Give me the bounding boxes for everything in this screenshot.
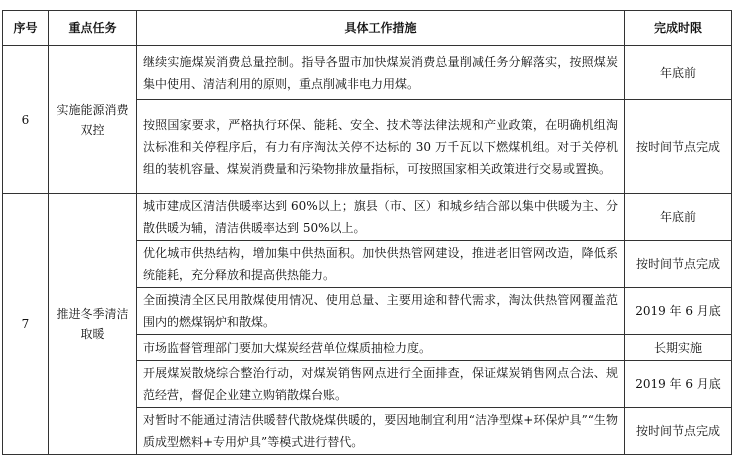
measure-cell: 城市建成区清洁供暖率达到 60%以上；旗县（市、区）和城乡结合部以集中供暖为主、分散供暖为辅，清洁供暖率达到 50%以上。	[137, 194, 625, 241]
deadline-cell: 长期实施	[625, 335, 732, 361]
measure-cell: 优化城市供热结构，增加集中供热面积。加快供热管网建设，推进老旧管网改造，降低系统能耗，充分释放和提高供热能力。	[137, 241, 625, 288]
measure-cell: 市场监督管理部门要加大煤炭经营单位煤质抽检力度。	[137, 335, 625, 361]
header-deadline: 完成时限	[625, 11, 732, 46]
row-number: 6	[3, 46, 49, 194]
measure-cell: 按照国家要求，严格执行环保、能耗、安全、技术等法律法规和产业政策，在明确机组淘汰标准和关停程序后，有力有序淘汰关停不达标的 30 万千瓦以下燃煤机组。对于关停机组的装机容量、煤炭消费量和污染物排放量指标，可按照国家相关政策进行交易或置换。	[137, 100, 625, 194]
measure-cell: 对暂时不能通过清洁供暖替代散烧煤供暖的，要因地制宜利用“洁净型煤+环保炉具”“生物质成型燃料+专用炉具”等模式进行替代。	[137, 408, 625, 455]
measure-cell: 全面摸清全区民用散煤使用情况、使用总量、主要用途和替代需求，淘汰供热管网覆盖范围内的燃煤锅炉和散煤。	[137, 288, 625, 335]
header-measures: 具体工作措施	[137, 11, 625, 46]
task-table	[2, 10, 732, 455]
header-number: 序号	[3, 11, 49, 46]
header-task: 重点任务	[49, 11, 137, 46]
deadline-cell: 按时间节点完成	[625, 408, 732, 455]
measure-cell: 开展煤炭散烧综合整治行动，对煤炭销售网点进行全面排查，保证煤炭销售网点合法、规范经营，督促企业建立购销散煤台账。	[137, 361, 625, 408]
task-name: 推进冬季清洁取暖	[49, 194, 137, 455]
table-row	[3, 46, 732, 100]
task-name: 实施能源消费双控	[49, 46, 137, 194]
table-header-row	[3, 11, 732, 46]
measure-cell: 继续实施煤炭消费总量控制。指导各盟市加快煤炭消费总量削减任务分解落实，按照煤炭集中使用、清洁利用的原则，重点削减非电力用煤。	[137, 46, 625, 100]
table-row	[3, 194, 732, 241]
deadline-cell: 2019 年 6 月底	[625, 361, 732, 408]
deadline-cell: 按时间节点完成	[625, 100, 732, 194]
deadline-cell: 年底前	[625, 46, 732, 100]
deadline-cell: 年底前	[625, 194, 732, 241]
row-number: 7	[3, 194, 49, 455]
deadline-cell: 按时间节点完成	[625, 241, 732, 288]
deadline-cell: 2019 年 6 月底	[625, 288, 732, 335]
